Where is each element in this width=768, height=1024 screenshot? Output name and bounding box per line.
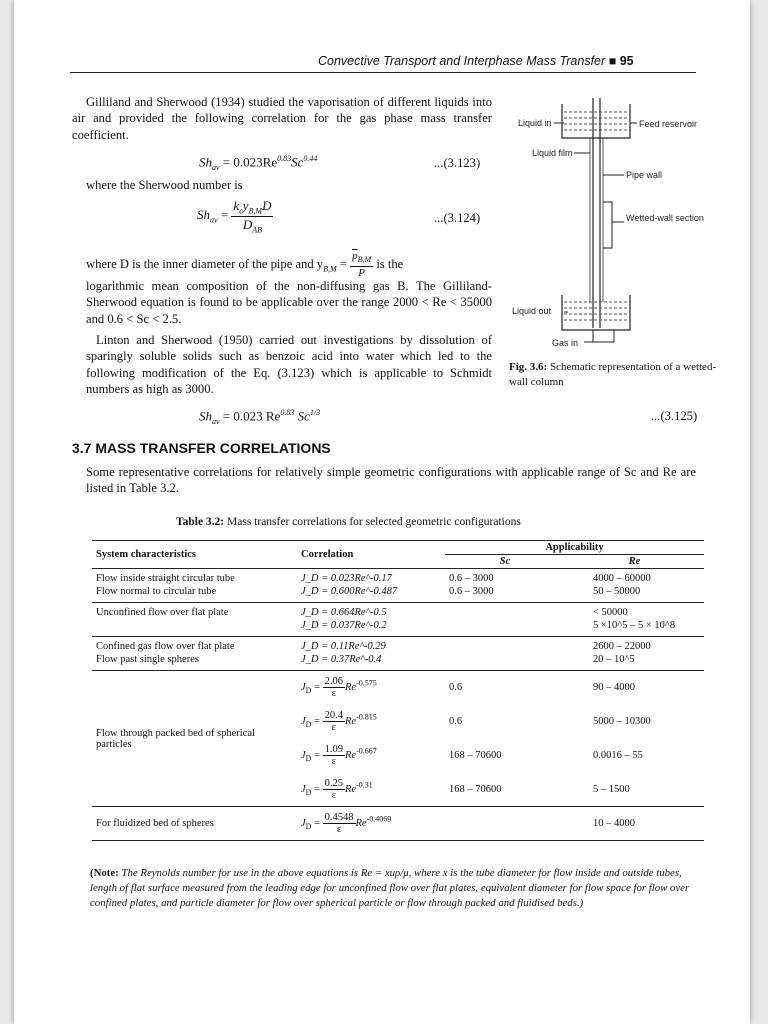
label-liquid-film: Liquid film xyxy=(532,148,573,158)
running-title: Convective Transport and Interphase Mass Transfer xyxy=(318,54,606,68)
header-system: System characteristics xyxy=(96,549,197,560)
header-correlation: Correlation xyxy=(301,549,354,560)
liquid-collection-vessel xyxy=(562,295,630,330)
header-sc: Sc xyxy=(499,556,511,567)
table-row: $J_D$ = $\frac{1.09}{\varepsilon}$ $Re^{-0.667}$ 168 – 70600 0.0016 – 55 xyxy=(92,739,704,773)
table-row: Unconfined flow over flat plate J_D = 0.664Re^-0.5 < 50000 xyxy=(96,607,628,618)
table-row: $J_D$ = $\frac{20.4}{\varepsilon}$ $Re^{-0.815}$ 0.6 5000 – 10300 xyxy=(92,705,704,739)
label-feed-reservoir: Feed reservoir xyxy=(639,119,698,129)
page-number: 95 xyxy=(619,54,634,68)
equation-3-125: $Sh_{av} = 0.023$ $Re^{0.83}$ $Sc^{1/3}$ xyxy=(199,408,321,426)
paragraph-log-mean: logarithmic mean composition of the non-diffusing gas B. The Gilliland-Sherwood equation is found to be applicable over the range 2000 < Re < 35000 and 0.6 < Sc < 2.5. xyxy=(86,279,492,326)
equation-3-123: $Sh_{av} = 0.023Re^{0.83}Sc^{0.44}$ xyxy=(199,154,318,172)
paragraph-inner-diameter: where D is the inner diameter of the pipe and $y_{B,M}$ = $\frac{\overline{p}_{B,M}}{P}$ is the xyxy=(86,250,404,280)
paragraph-linton: Linton and Sherwood (1950) carried out investigations by dissolution of sparingly soluble solids such as benzoic acid into water which led to the following modification of the Eq. (3.123) which is applicable to Schmidt numbers as high as 3000. xyxy=(86,333,492,396)
wetted-wall-column-figure xyxy=(502,90,732,355)
label-pipe-wall: Pipe wall xyxy=(626,170,663,180)
equation-number: ...(3.123) xyxy=(434,156,481,170)
packed-bed-label: Flow through packed bed of spherical particles xyxy=(96,727,255,750)
square-bullet-icon: ■ xyxy=(608,54,617,68)
paragraph-gilliland: Gilliland and Sherwood (1934) studied the vaporisation of different liquids into air and provided the following correlation for the gas phase mass transfer coefficient. xyxy=(72,95,492,142)
packed-bed-correlation-1: $J_D$ = $\frac{2.06}{\varepsilon}$ $Re^{-0.575}$ xyxy=(301,676,377,700)
running-header xyxy=(318,54,634,68)
table-row: J_D = 0.037Re^-0.2 5 ×10^5 – 5 × 10^8 xyxy=(92,619,704,637)
table-row: Flow past single spheres J_D = 0.37Re^-0.4 20 – 10^5 xyxy=(92,653,704,671)
section-heading: 3.7 MASS TRANSFER CORRELATIONS xyxy=(72,440,331,456)
section-bracket xyxy=(603,202,612,248)
table-row: Flow inside straight circular tube J_D = 0.023Re^-0.17 0.6 – 3000 4000 – 60000 xyxy=(96,573,651,584)
table-row: Flow through packed bed of spherical particles $J_D$ = $\frac{2.06}{\varepsilon}$ $Re^{-0.575}$ 0.6 90 – 4000 xyxy=(92,671,704,705)
label-gas-in: Gas in xyxy=(552,338,579,348)
header-applicability: Applicability xyxy=(445,541,704,555)
figure-caption: Fig. 3.6: Schematic representation of a wetted-wall column xyxy=(509,361,717,388)
header-re: Re xyxy=(628,556,641,567)
equation-number: ...(3.125) xyxy=(651,409,698,423)
fluidized-bed-correlation: $J_D$ = $\frac{0.4548}{\varepsilon}$ $Re^{-0.4069}$ xyxy=(301,812,392,835)
table-row: Flow normal to circular tube J_D = 0.600Re^-0.487 0.6 – 3000 50 – 50000 xyxy=(92,585,704,603)
table-row: $J_D$ = $\frac{0.25}{\varepsilon}$ $Re^{-0.31}$ 168 – 70600 5 – 1500 xyxy=(92,773,704,807)
label-liquid-in: Liquid in xyxy=(518,118,552,128)
label-liquid-out: Liquid out xyxy=(512,306,552,316)
section-paragraph: Some representative correlations for relatively simple geometric configurations with applicable range of Sc and Re are listed in Table 3.2. xyxy=(86,465,696,496)
table-row: For fluidized bed of spheres $J_D$ = $\frac{0.4548}{\varepsilon}$ $Re^{-0.4069}$ 10 – 4000 xyxy=(92,807,704,841)
paragraph-sherwood-number: where the Sherwood number is xyxy=(86,178,243,192)
gas-inlet-pipe xyxy=(593,330,614,342)
feed-reservoir-vessel xyxy=(562,104,630,138)
header-rule xyxy=(70,72,696,73)
table-note: (Note: The Reynolds number for use in the above equations is Re = xuρ/μ, where x is the tube diameter for flow inside and outside tubes, length of flat surface measured from the leading edge for unconfined flow over flat plates, equivalent diameter for flow space for flow over confined plates, and particle diameter for flow over spherical particle or flow through packed and fluidised beds.) xyxy=(90,867,690,909)
packed-bed-correlation-3: $J_D$ = $\frac{1.09}{\varepsilon}$ $Re^{-0.667}$ xyxy=(301,744,377,767)
table-caption: Table 3.2: Mass transfer correlations for selected geometric configurations xyxy=(176,516,521,528)
document-page xyxy=(14,0,750,1024)
equation-number: ...(3.124) xyxy=(434,211,481,225)
correlations-table xyxy=(92,540,704,841)
packed-bed-correlation-2: $J_D$ = $\frac{20.4}{\varepsilon}$ $Re^{-0.815}$ xyxy=(301,710,377,733)
label-wetted-wall-section: Wetted-wall section xyxy=(626,213,704,223)
packed-bed-correlation-4: $J_D$ = $\frac{0.25}{\varepsilon}$ $Re^{-0.31}$ xyxy=(301,777,373,801)
table-row: Confined gas flow over flat plate J_D = 0.11Re^-0.29 2600 – 22000 xyxy=(96,641,651,652)
equation-3-124: $Sh_{av}$ = $\frac{k_cy_{B,M}D}{D_{AB}}$ xyxy=(197,198,272,235)
